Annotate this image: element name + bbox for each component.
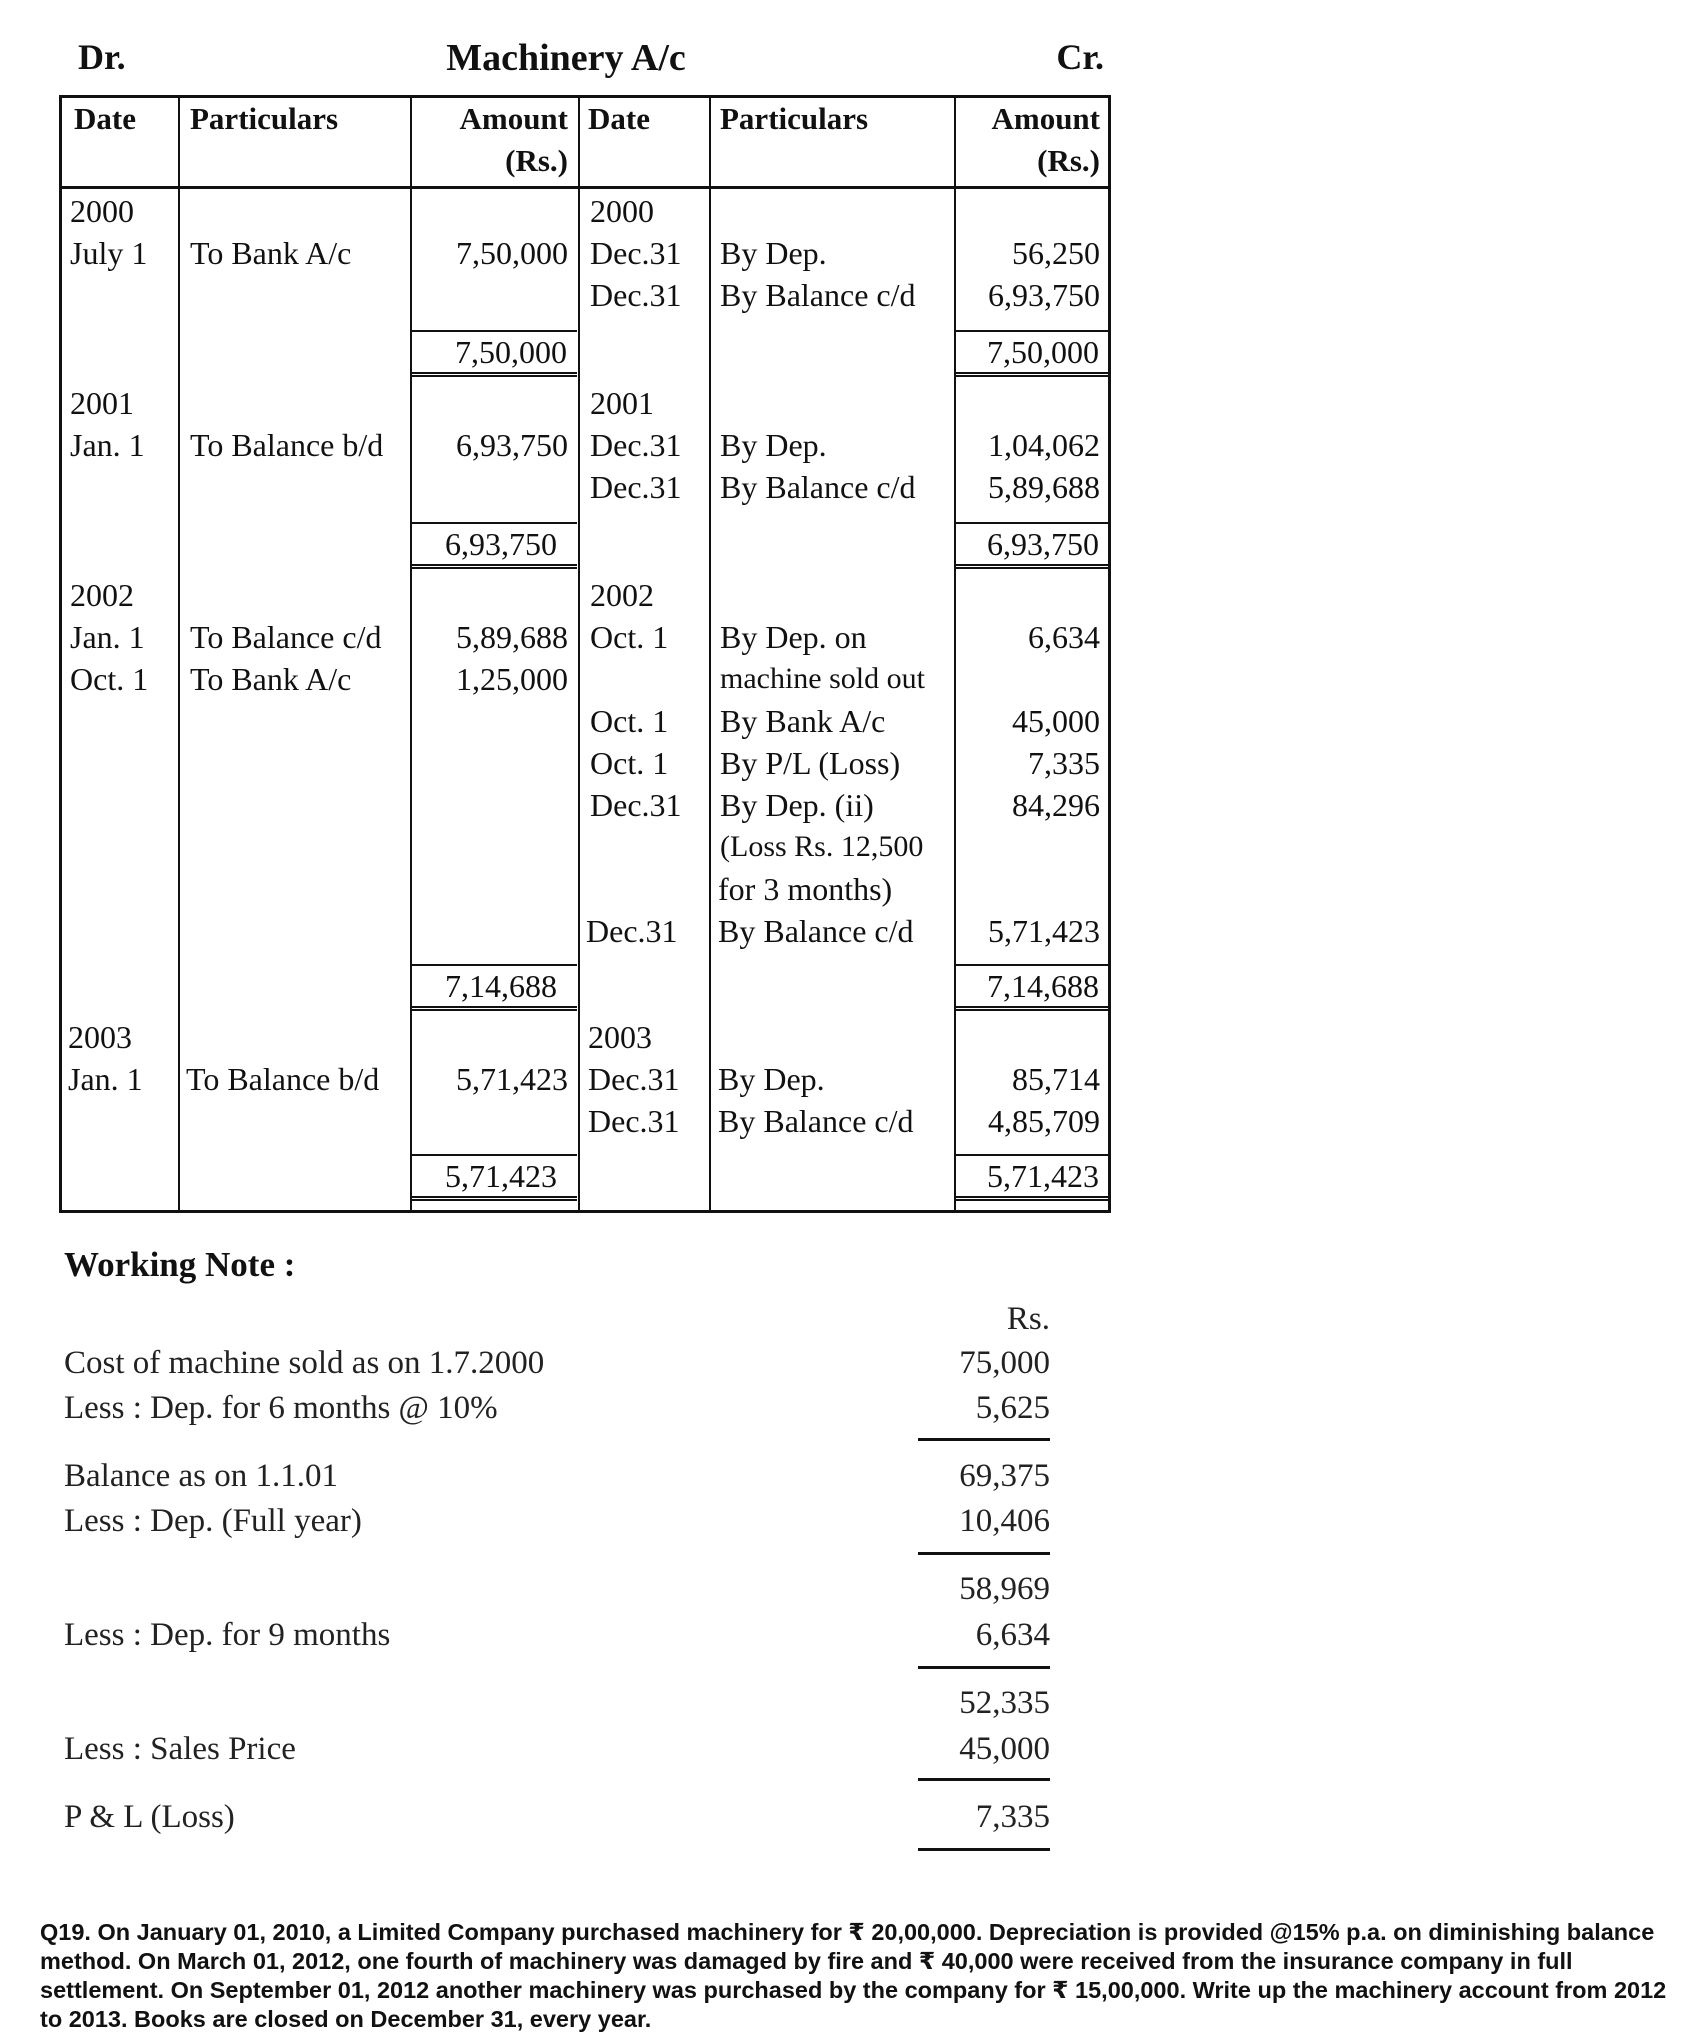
working-note-amount: 58,969 (959, 1571, 1050, 1607)
ledger-heading (62, 36, 1110, 86)
header-date-right: Date (588, 101, 650, 136)
date-cell: Dec.31 (586, 913, 678, 949)
subtotal-rule (918, 1552, 1050, 1555)
particulars-cell: By Balance c/d (720, 469, 916, 505)
column-divider (178, 98, 180, 1210)
column-divider (578, 98, 580, 1210)
column-divider (954, 98, 956, 1210)
currency-header: Rs. (1006, 1301, 1050, 1337)
total-left: 6,93,750 (411, 522, 577, 569)
header-date-left: Date (74, 101, 136, 136)
particulars-cell: To Bank A/c (190, 235, 352, 271)
working-note-label: Less : Dep. for 6 months @ 10% (64, 1390, 498, 1426)
date-cell: Oct. 1 (70, 661, 149, 697)
particulars-cell: By Balance c/d (718, 1103, 914, 1139)
subtotal-rule (918, 1666, 1050, 1669)
header-divider (62, 186, 1108, 189)
year-2003-right: 2003 (588, 1019, 652, 1055)
date-cell: July 1 (70, 235, 148, 271)
working-note-label: P & L (Loss) (64, 1799, 235, 1835)
date-cell: Jan. 1 (68, 1061, 143, 1097)
subtotal-rule (918, 1778, 1050, 1781)
total-right: 6,93,750 (955, 522, 1109, 569)
amount-cell: 6,93,750 (988, 277, 1100, 313)
date-cell: Dec.31 (590, 427, 682, 463)
amount-cell: 7,50,000 (456, 235, 568, 271)
date-cell: Oct. 1 (590, 745, 669, 781)
total-left: 7,50,000 (411, 330, 577, 377)
debit-label: Dr. (78, 37, 126, 77)
header-amount-right-unit: (Rs.) (1037, 143, 1100, 178)
working-note-title: Working Note : (64, 1245, 296, 1284)
working-note-amount: 75,000 (959, 1345, 1050, 1381)
date-cell: Jan. 1 (70, 427, 145, 463)
total-right: 7,50,000 (955, 330, 1109, 377)
header-amount-left: Amount (459, 101, 568, 136)
date-cell: Jan. 1 (70, 619, 145, 655)
date-cell: Dec.31 (590, 787, 682, 823)
working-note-amount: 52,335 (959, 1685, 1050, 1721)
amount-cell: 84,296 (1012, 787, 1100, 823)
working-note-label: Less : Dep. for 9 months (64, 1617, 391, 1653)
particulars-cell: By Dep. (718, 1061, 825, 1097)
year-2001-right: 2001 (590, 385, 654, 421)
working-note-amount: 10,406 (959, 1503, 1050, 1539)
particulars-cell: By Dep. (720, 427, 827, 463)
working-note-amount: 45,000 (959, 1731, 1050, 1767)
header-particulars-right: Particulars (720, 101, 869, 136)
date-cell: Dec.31 (590, 235, 682, 271)
amount-cell: 1,04,062 (988, 427, 1100, 463)
account-title: Machinery A/c (446, 37, 686, 79)
year-2002-right: 2002 (590, 577, 654, 613)
amount-cell: 5,71,423 (456, 1061, 568, 1097)
year-2003-left: 2003 (68, 1019, 132, 1055)
particulars-cell: By Balance c/d (718, 913, 914, 949)
amount-cell: 45,000 (1012, 703, 1100, 739)
total-left: 7,14,688 (411, 964, 577, 1011)
header-amount-right: Amount (991, 101, 1100, 136)
header-amount-left-unit: (Rs.) (505, 143, 568, 178)
working-note-label: Less : Dep. (Full year) (64, 1503, 362, 1539)
date-cell: Dec.31 (590, 469, 682, 505)
column-divider (709, 98, 711, 1210)
particulars-cell: To Balance c/d (190, 619, 382, 655)
machinery-ledger-table (59, 95, 1111, 1213)
year-2000-right: 2000 (590, 193, 654, 229)
date-cell: Oct. 1 (590, 703, 669, 739)
particulars-cell: By Dep. (ii) (720, 787, 874, 823)
total-right: 7,14,688 (955, 964, 1109, 1011)
total-right: 5,71,423 (955, 1154, 1109, 1201)
working-note-amount: 7,335 (975, 1799, 1050, 1835)
amount-cell: 6,634 (1028, 619, 1100, 655)
working-note-amount: 6,634 (975, 1617, 1050, 1653)
header-particulars-left: Particulars (190, 101, 339, 136)
year-2001-left: 2001 (70, 385, 134, 421)
amount-cell: 7,335 (1028, 745, 1100, 781)
amount-cell: 5,89,688 (456, 619, 568, 655)
date-cell: Dec.31 (588, 1061, 680, 1097)
credit-label: Cr. (1056, 37, 1104, 77)
particulars-cell: By Dep. (720, 235, 827, 271)
amount-cell: 6,93,750 (456, 427, 568, 463)
column-divider (410, 98, 412, 1210)
year-2000-left: 2000 (70, 193, 134, 229)
particulars-cell: To Bank A/c (190, 661, 352, 697)
particulars-cell: By Bank A/c (720, 703, 886, 739)
particulars-cell: (Loss Rs. 12,500 (720, 830, 924, 863)
working-note-label: Balance as on 1.1.01 (64, 1458, 339, 1494)
amount-cell: 5,71,423 (988, 913, 1100, 949)
total-left: 5,71,423 (411, 1154, 577, 1201)
amount-cell: 85,714 (1012, 1061, 1100, 1097)
subtotal-rule (918, 1438, 1050, 1441)
particulars-cell: By Balance c/d (720, 277, 916, 313)
amount-cell: 4,85,709 (988, 1103, 1100, 1139)
year-2002-left: 2002 (70, 577, 134, 613)
particulars-cell: By P/L (Loss) (720, 745, 901, 781)
final-rule (918, 1848, 1050, 1851)
date-cell: Oct. 1 (590, 619, 669, 655)
particulars-cell: To Balance b/d (186, 1061, 380, 1097)
date-cell: Dec.31 (588, 1103, 680, 1139)
particulars-cell: To Balance b/d (190, 427, 384, 463)
date-cell: Dec.31 (590, 277, 682, 313)
working-note-amount: 5,625 (975, 1390, 1050, 1426)
working-note-label: Less : Sales Price (64, 1731, 296, 1767)
working-note-label: Cost of machine sold as on 1.7.2000 (64, 1345, 545, 1381)
particulars-cell: By Dep. on (720, 619, 867, 655)
particulars-cell: machine sold out (720, 662, 925, 695)
amount-cell: 1,25,000 (456, 661, 568, 697)
amount-cell: 5,89,688 (988, 469, 1100, 505)
question-text: Q19. On January 01, 2010, a Limited Company purchased machinery for ₹ 20,00,000. Depreciation is provided @15% p.a. on diminishing balance method. On March 01, 2012, one fourth of machinery was damaged by fire and ₹ 40,000 were received from the insurance company in full settlement. On September 01, 2012 another machinery was purchased by the company for ₹ 15,00,000. Write up the machinery account from 2012 to 2013. Books are closed on December 31, every year. (40, 1919, 1667, 2032)
amount-cell: 56,250 (1012, 235, 1100, 271)
working-note-amount: 69,375 (959, 1458, 1050, 1494)
particulars-cell: for 3 months) (718, 871, 893, 907)
